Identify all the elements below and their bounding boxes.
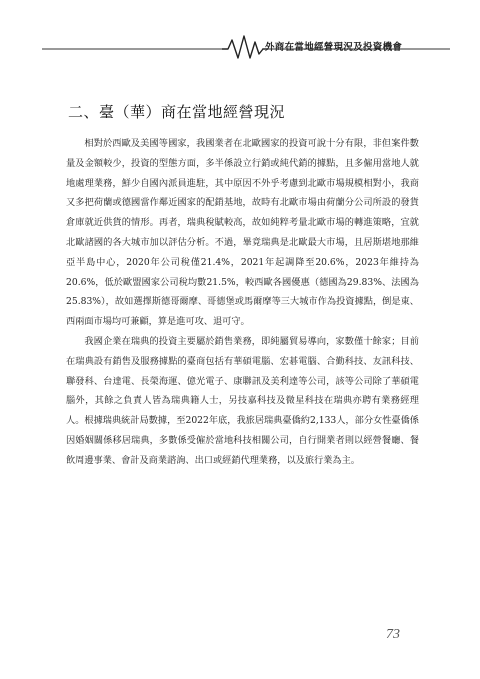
paragraph: 我國企業在瑞典的投資主要屬於銷售業務，即純屬貿易導向，家數僅十餘家；目前在瑞典設有銷售及服務據點的臺商包括有華碩電腦、宏碁電腦、合勤科技、友訊科技、聯發科、台達電、長榮海運、億光電子、康聯訊及美利達等公司，該等公司除了華碩電腦外，其餘之負責人皆為瑞典籍人士，另技嘉科技及微星科技在瑞典亦聘有業務經理人。根據瑞典統計局數據，至2022年底，我旅居瑞典臺僑約2,133人，部分女性臺僑係因婚姻關係移居瑞典，多數係受僱於當地科技相關公司，自行開業者則以經營餐廳、餐飲周邊事業、會計及商業諮詢、出口或經銷代理業務，以及旅行業為主。	[66, 335, 419, 466]
page-header	[0, 0, 480, 70]
section-heading: 二、臺（華）商在當地經營現況	[68, 103, 286, 121]
body-text	[66, 134, 419, 471]
paragraph: 相對於西歐及美國等國家，我國業者在北歐國家的投資可說十分有限，非但案件數量及金額較少，投資的型態方面，多半係設立行銷或純代銷的據點，且多僱用當地人就地處理業務，鮮少自國內派員進駐，其中原因不外乎考慮到北歐市場規模相對小，我商又多把荷蘭或德國當作鄰近國家的配銷基地，故時有北歐市場由荷蘭分公司所設的發貨倉庫就近供貨的情形。再者，瑞典稅賦較高，故如純粹考量北歐市場的轉進策略，宜就北歐諸國的各大城市加以評估分析。不過，畢竟瑞典是北歐最大市場，且居斯堪地那維亞半島中心，2020年公司稅僅21.4%，2021年起調降至20.6%，2023年維持為20.6%，低於歐盟國家公司稅均數21.5%，較西歐各國優惠（德國為29.83%、法國為25.83%），故如選擇斯德哥爾摩、哥德堡或馬爾摩等三大城市作為投資據點，倒是東、西兩面市場均可兼顧，算是進可攻、退可守。	[66, 138, 419, 328]
running-title: 外商在當地經營現況及投資機會	[265, 42, 403, 53]
header-rule-heartbeat-graphic	[0, 0, 480, 70]
page-number: 73	[386, 627, 400, 642]
